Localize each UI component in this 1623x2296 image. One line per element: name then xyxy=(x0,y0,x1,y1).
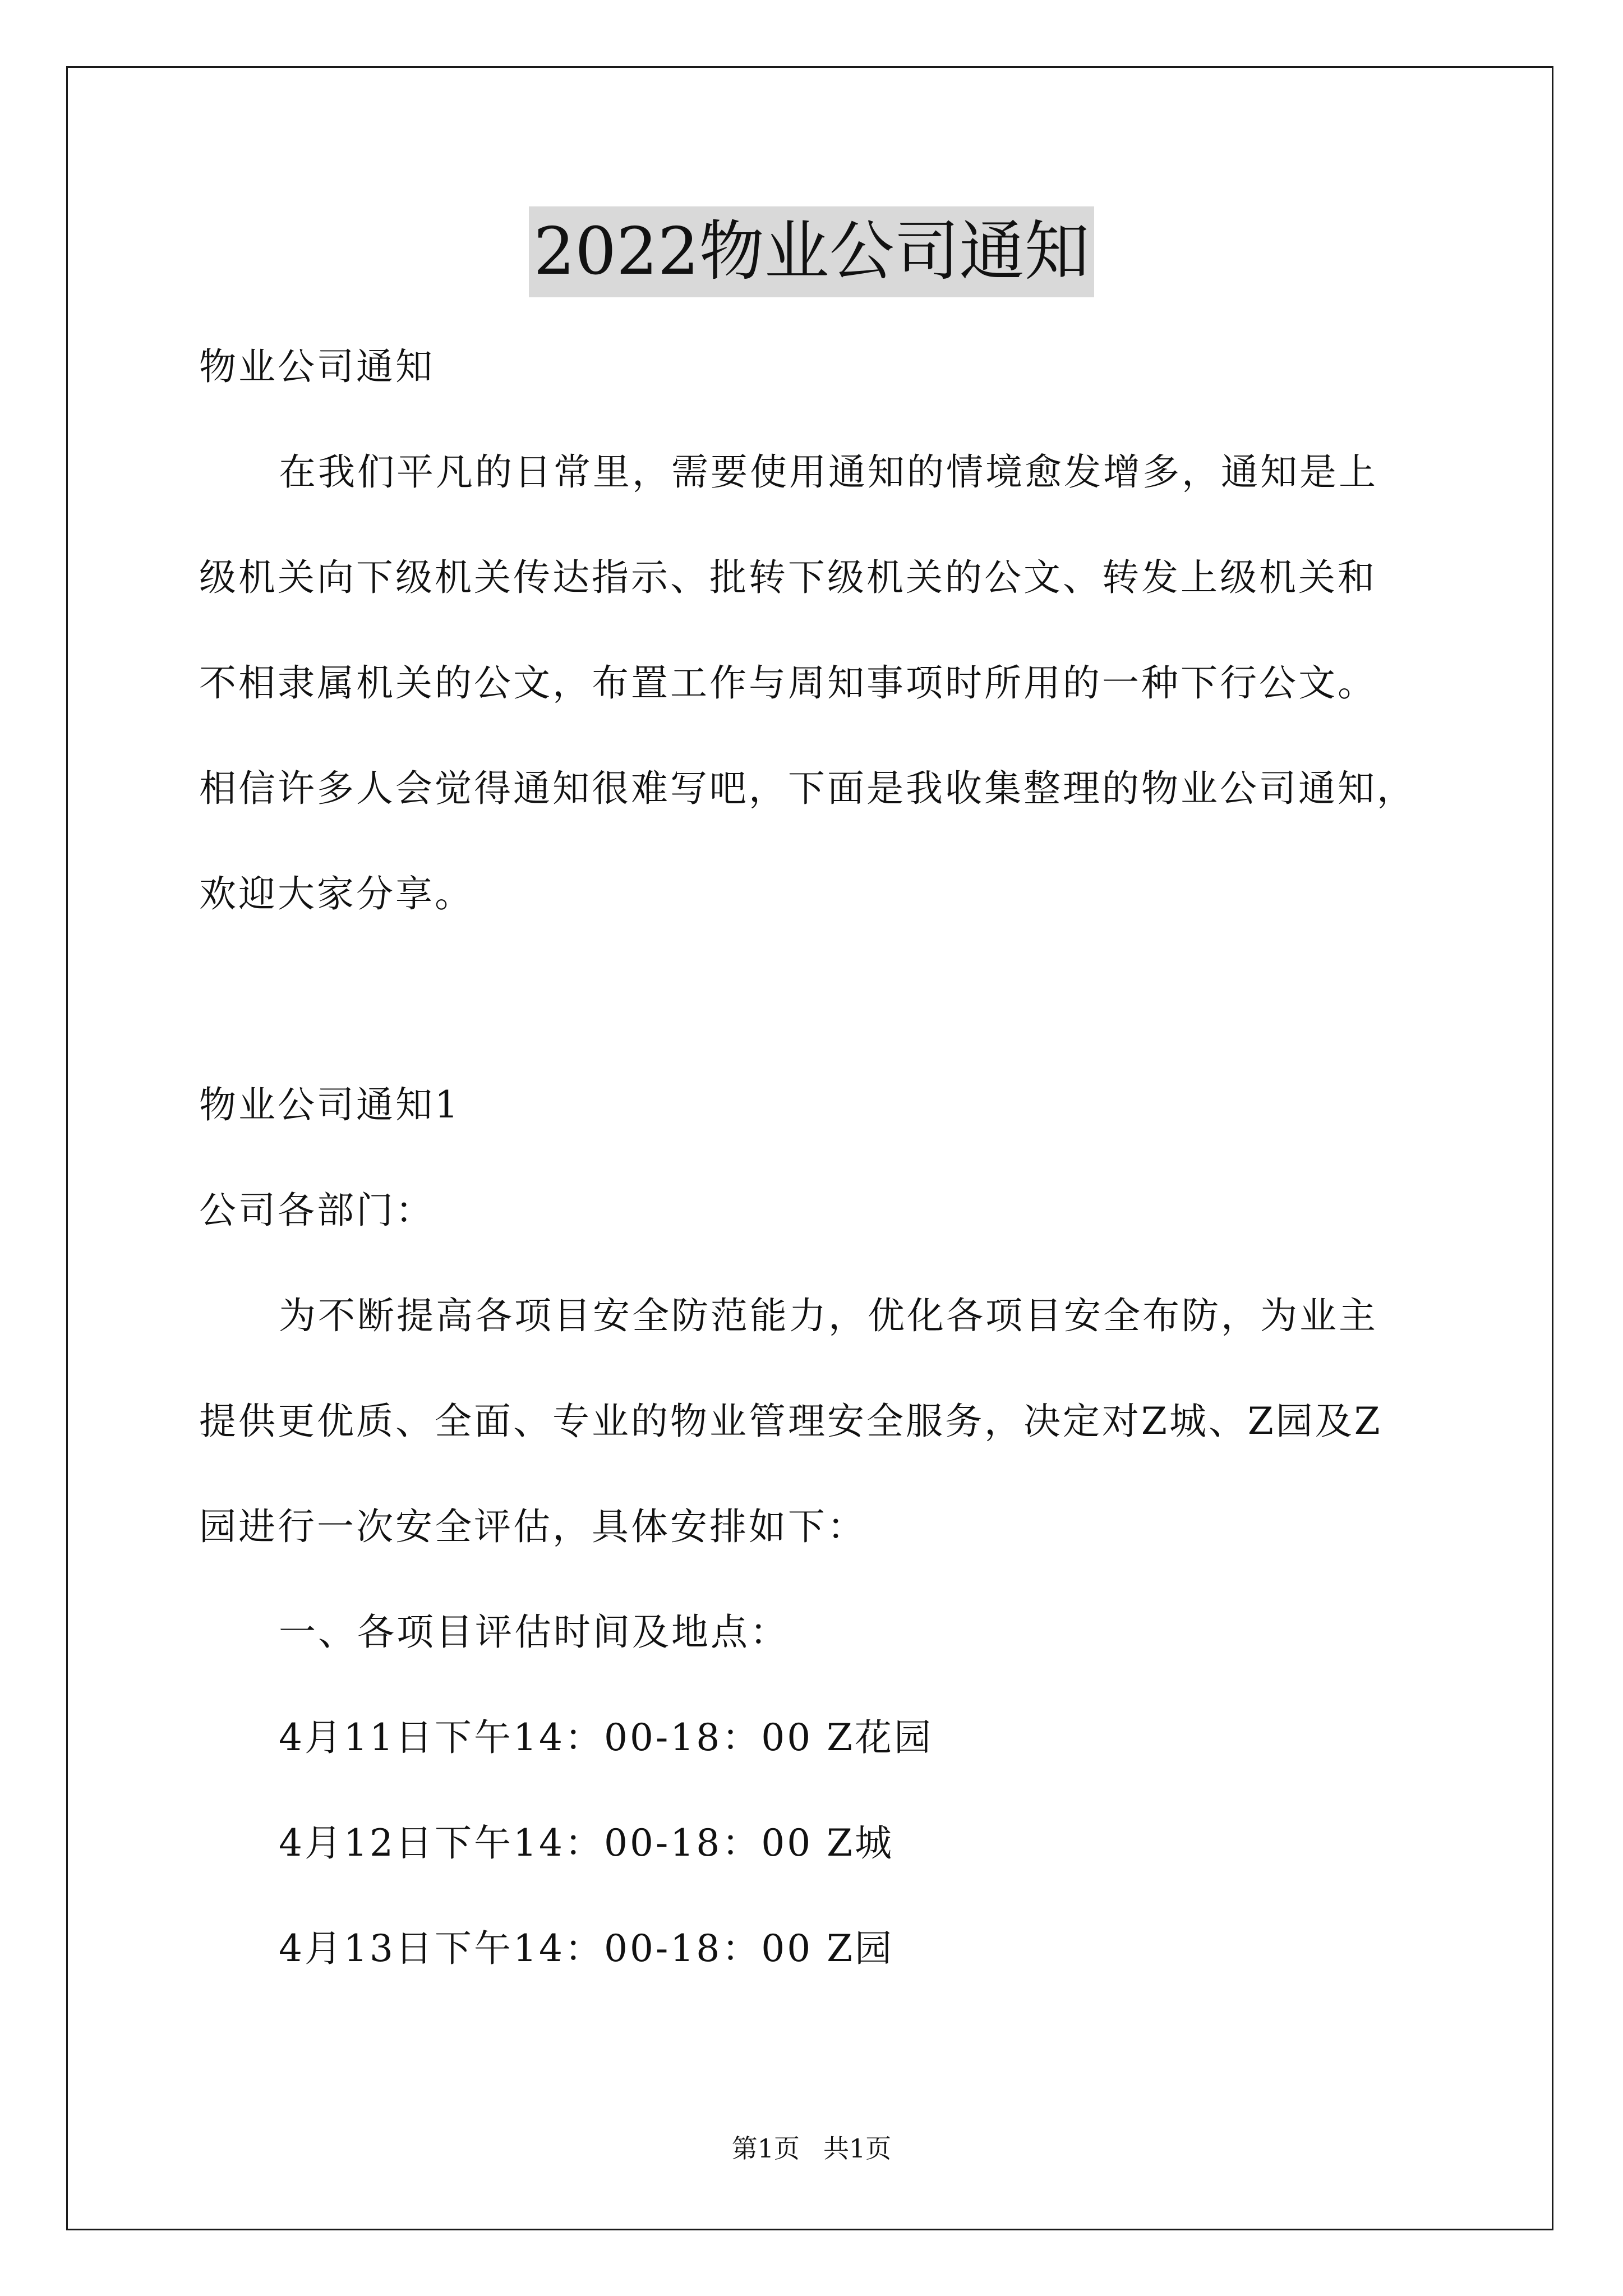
paragraph-gap xyxy=(199,947,1467,1052)
section-heading: 物业公司通知1 xyxy=(199,1083,460,1126)
intro-line: 级机关向下级机关传达指示、批转下级机关的公文、转发上级机关和 xyxy=(199,556,1377,599)
schedule-item: 4月11日下午14：00-18：00 Z花园 xyxy=(279,1716,934,1759)
intro-line: 在我们平凡的日常里，需要使用通知的情境愈发增多，通知是上 xyxy=(279,450,1378,494)
page-footer xyxy=(0,2132,1623,2165)
title-area xyxy=(0,206,1623,297)
body-line: 提供更优质、全面、专业的物业管理安全服务，决定对Z城、Z园及Z xyxy=(199,1400,1382,1443)
document-title: 2022物业公司通知 xyxy=(529,206,1094,297)
body-line: 园进行一次安全评估，具体安排如下： xyxy=(199,1505,866,1548)
document-body xyxy=(199,314,1467,2001)
subtitle: 物业公司通知 xyxy=(199,345,435,388)
body-line: 为不断提高各项目安全防范能力，优化各项目安全布防，为业主 xyxy=(279,1294,1378,1337)
intro-line: 欢迎大家分享。 xyxy=(199,872,474,915)
intro-line: 不相隶属机关的公文，布置工作与周知事项时所用的一种下行公文。 xyxy=(199,661,1377,705)
salutation: 公司各部门： xyxy=(199,1189,435,1232)
item-heading: 一、各项目评估时间及地点： xyxy=(279,1611,789,1654)
schedule-item: 4月13日下午14：00-18：00 Z园 xyxy=(279,1927,895,1970)
page-number-current: 第1页 xyxy=(731,2133,800,2164)
page-number-total: 共1页 xyxy=(823,2133,892,2164)
intro-line: 相信许多人会觉得通知很难写吧，下面是我收集整理的物业公司通知， xyxy=(199,767,1416,810)
schedule-item: 4月12日下午14：00-18：00 Z城 xyxy=(279,1821,895,1865)
